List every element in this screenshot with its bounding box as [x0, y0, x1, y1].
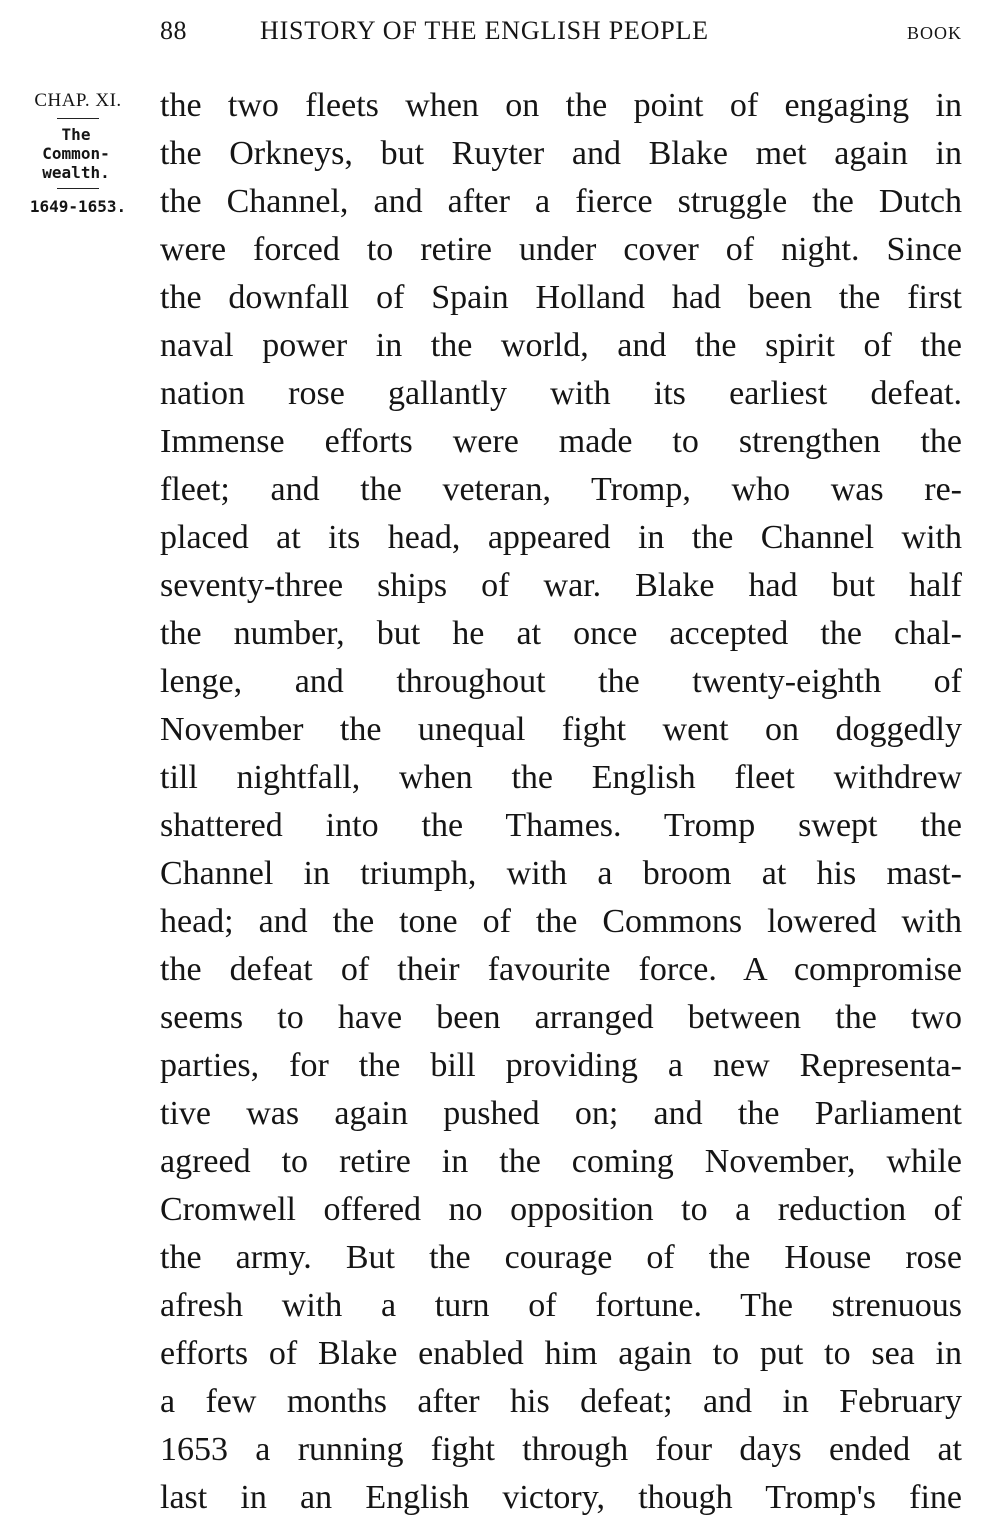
text-line: seventy-three ships of war. Blake had but half: [160, 567, 962, 604]
chapter-label: CHAP. XI.: [34, 90, 122, 111]
margin-divider: [57, 188, 99, 189]
text-line: were forced to retire under cover of night. Since: [160, 231, 962, 268]
text-line: efforts of Blake enabled him again to put to sea in: [160, 1335, 962, 1372]
text-line: November the unequal fight went on doggedly: [160, 711, 962, 748]
text-line: the defeat of their favourite force. A compromise: [160, 951, 962, 988]
text-line: till nightfall, when the English fleet withdrew: [160, 759, 962, 796]
text-line: lenge, and throughout the twenty-eighth of: [160, 663, 962, 700]
text-line: naval power in the world, and the spirit of the: [160, 327, 962, 364]
text-line: the number, but he at once accepted the chal-: [160, 615, 962, 652]
text-line: afresh with a turn of fortune. The strenuous: [160, 1287, 962, 1324]
text-line: placed at its head, appeared in the Channel with: [160, 519, 962, 556]
text-line: the Orkneys, but Ruyter and Blake met again in: [160, 135, 962, 172]
page-number: 88: [160, 16, 187, 45]
text-line: Channel in triumph, with a broom at his mast-: [160, 855, 962, 892]
text-line: head; and the tone of the Commons lowered with: [160, 903, 962, 940]
text-line: tive was again pushed on; and the Parliament: [160, 1095, 962, 1132]
text-line: the two fleets when on the point of engaging in: [160, 87, 962, 124]
text-line: the Channel, and after a fierce struggle the Dutch: [160, 183, 962, 220]
book-label: BOOK: [906, 23, 962, 43]
date-range: 1649-1653.: [29, 197, 127, 216]
text-line: agreed to retire in the coming November, while: [160, 1143, 962, 1180]
text-line: last in an English victory, though Tromp's fine: [160, 1479, 962, 1516]
text-line: seems to have been arranged between the two: [160, 999, 962, 1036]
body-text: [160, 82, 962, 1522]
text-line: a few months after his defeat; and in February: [160, 1383, 962, 1420]
running-title: HISTORY OF THE ENGLISH PEOPLE: [260, 16, 709, 45]
text-line: 1653 a running fight through four days ended at: [160, 1431, 962, 1468]
running-head: [160, 16, 962, 52]
text-line: Cromwell offered no opposition to a reduction of: [160, 1191, 962, 1228]
text-line: nation rose gallantly with its earliest defeat.: [160, 375, 962, 412]
section-label: The Common- wealth.: [42, 125, 110, 182]
text-line: shattered into the Thames. Tromp swept the: [160, 807, 962, 844]
text-line: the downfall of Spain Holland had been the first: [160, 279, 962, 316]
margin-divider: [57, 118, 99, 119]
text-line: the army. But the courage of the House rose: [160, 1239, 962, 1276]
text-line: fleet; and the veteran, Tromp, who was re-: [160, 471, 962, 508]
text-line: Immense efforts were made to strengthen the: [160, 423, 962, 460]
text-line: parties, for the bill providing a new Representa-: [160, 1047, 962, 1084]
margin-notes: [16, 88, 140, 216]
